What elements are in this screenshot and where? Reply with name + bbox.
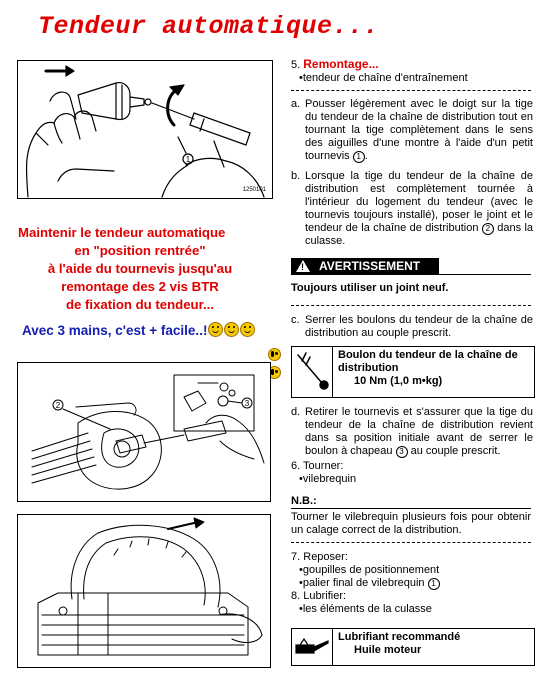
camshaft-sprocket-drawing bbox=[18, 515, 270, 667]
substep-c-text: Serrer les boulons du tendeur de la chaîne de distribution au couple prescrit. bbox=[305, 314, 533, 339]
lubricant-spec-box bbox=[291, 628, 535, 666]
figure2-callout-3: 3 bbox=[244, 399, 250, 408]
oil-can-icon bbox=[292, 629, 333, 665]
torque-wrench-drawing bbox=[292, 347, 332, 397]
warning-label: AVERTISSEMENT bbox=[319, 259, 421, 273]
substep-label: d. bbox=[291, 406, 301, 418]
warning-banner bbox=[291, 258, 439, 274]
substep-b bbox=[291, 170, 533, 248]
substep-b-text: Lorsque la tige du tendeur de la chaîne de distribution est complètement tournée à l'intérieur du logement du tendeur (avec le tournevis toujours installé), poser le joint et le tendeur de la chaîne de distribution bbox=[305, 170, 533, 234]
substep-label: a. bbox=[291, 98, 301, 110]
exclamation-icon: ! bbox=[301, 262, 304, 272]
step-5: 5. Remontage... •tendeur de chaîne d'entraînement bbox=[291, 57, 468, 84]
figure-code: 1250101 bbox=[242, 187, 266, 193]
torque-value: 10 Nm (1,0 m•kg) bbox=[354, 375, 443, 387]
substep-label: c. bbox=[291, 314, 300, 326]
note-line: à l'aide du tournevis jusqu'au bbox=[47, 261, 233, 276]
ref-circle: 3 bbox=[396, 446, 408, 458]
step-6-bullet: vilebrequin bbox=[302, 473, 357, 485]
figure-tensioner-installation bbox=[17, 362, 271, 502]
substep-label: b. bbox=[291, 170, 301, 182]
tensioner-installation-drawing bbox=[18, 363, 270, 501]
substep-a-end: . bbox=[364, 150, 368, 162]
figure1-callout-1: 1 bbox=[185, 155, 191, 164]
smiley-icon bbox=[208, 322, 223, 337]
step-6-title: Tourner: bbox=[303, 460, 344, 472]
warning-rule bbox=[291, 274, 531, 275]
torque-spec-box bbox=[291, 346, 535, 398]
figure-tensioner-hands bbox=[17, 60, 273, 199]
torque-name: Boulon du tendeur de la chaîne de distribution bbox=[338, 349, 518, 374]
lubricant-label: Lubrifiant recommandé bbox=[338, 631, 461, 643]
oil-can-drawing bbox=[292, 629, 332, 665]
step-7-bullet: goupilles de positionnement bbox=[302, 564, 440, 576]
substep-d bbox=[291, 406, 533, 458]
nb-rule bbox=[291, 508, 531, 509]
figure2-callout-2: 2 bbox=[55, 401, 61, 410]
dashed-divider bbox=[291, 90, 531, 91]
nb-label: N.B.: bbox=[291, 495, 317, 507]
substep-a-text: Pousser légèrement avec le doigt sur la tige du tendeur de la chaîne de distribution tout en tournant la tige complètement dans le sens des aiguilles d'une montre à l'aide d'un petit tournevis bbox=[305, 98, 533, 162]
figure-camshaft-sprocket bbox=[17, 514, 271, 668]
step-7: 7. Reposer: •goupilles de positionnement •palier final de vilebrequin 1 8. Lubrifier: •les éléments de la culasse bbox=[291, 551, 440, 615]
step-5-bullet: tendeur de chaîne d'entraînement bbox=[302, 72, 468, 84]
step-number: 8. bbox=[291, 590, 301, 602]
substep-a bbox=[291, 98, 533, 163]
tensioner-hands-drawing bbox=[18, 61, 272, 198]
step-number: 5. bbox=[291, 59, 301, 71]
torque-wrench-icon bbox=[292, 347, 333, 397]
dashed-divider bbox=[291, 542, 531, 543]
warning-text: Toujours utiliser un joint neuf. bbox=[291, 282, 449, 294]
step-8-bullet: les éléments de la culasse bbox=[302, 603, 432, 615]
note-line: remontage des 2 vis BTR bbox=[61, 279, 219, 294]
note-line: en "position rentrée" bbox=[74, 243, 206, 258]
step-8-title: Lubrifier: bbox=[303, 590, 347, 602]
lubricant-value: Huile moteur bbox=[354, 644, 422, 656]
substep-d-end: au couple prescrit. bbox=[407, 445, 501, 457]
step-number: 6. bbox=[291, 460, 301, 472]
substep-c bbox=[291, 314, 533, 340]
note-line: Maintenir le tendeur automatique bbox=[18, 225, 226, 240]
emoji-icon bbox=[268, 348, 281, 361]
step-7-bullet: palier final de vilebrequin bbox=[302, 577, 425, 589]
smiley-icon bbox=[224, 322, 239, 337]
ref-circle: 1 bbox=[428, 578, 440, 590]
substep-d-text: Retirer le tournevis et s'assurer que la tige du tendeur de la chaîne de distribution revient dans sa position initiale avant de serrer le boulon à chapeau bbox=[305, 406, 533, 457]
step-7-title: Reposer: bbox=[303, 551, 348, 563]
step-5-title: Remontage... bbox=[303, 57, 379, 71]
step-number: 7. bbox=[291, 551, 301, 563]
blue-comment-text: Avec 3 mains, c'est + facile..! bbox=[22, 323, 208, 338]
red-instruction-note bbox=[12, 224, 268, 314]
dashed-divider bbox=[291, 305, 531, 306]
ref-circle: 1 bbox=[353, 151, 365, 163]
page-title: Tendeur automatique... bbox=[38, 12, 380, 41]
step-6: 6. Tourner: •vilebrequin bbox=[291, 460, 357, 485]
note-line: de fixation du tendeur... bbox=[65, 297, 214, 312]
ref-circle: 2 bbox=[482, 223, 494, 235]
substep-b-end: dans la culasse. bbox=[305, 222, 534, 247]
smiley-icon bbox=[240, 322, 255, 337]
nb-text: Tourner le vilebrequin plusieurs fois pour obtenir un calage correct de la distribution. bbox=[291, 511, 531, 536]
blue-comment bbox=[22, 322, 255, 338]
